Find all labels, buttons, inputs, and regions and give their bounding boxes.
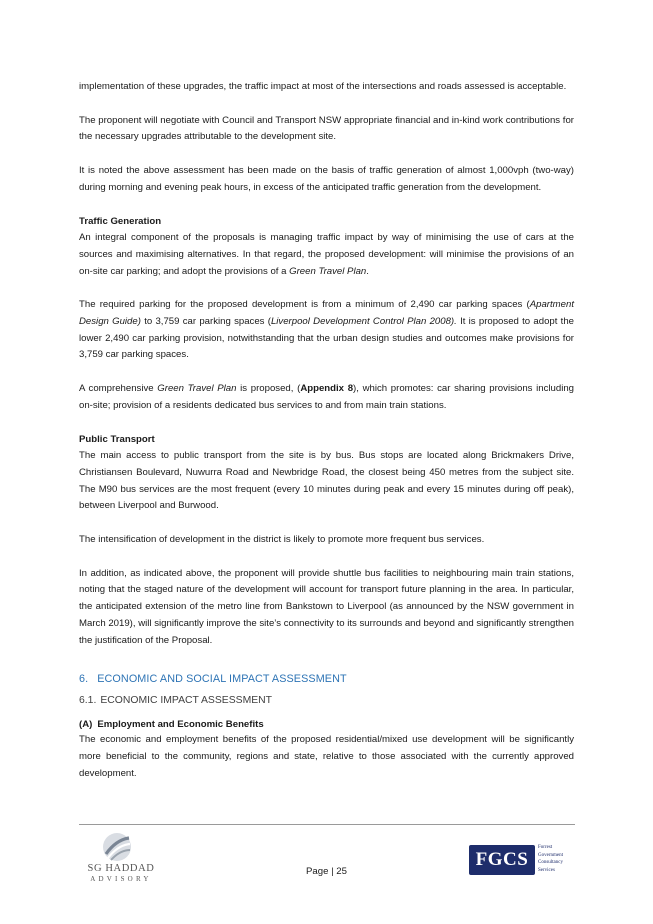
fgcs-badge: FGCS [469, 845, 535, 875]
subsubsection-heading [79, 718, 574, 732]
subsection-title: ECONOMIC IMPACT ASSESSMENT [100, 695, 273, 707]
text-run: An integral component of the proposals is managing traffic impact by way of minimising the use of cars at the sources and maximising alternatives. In that regard, the proposed development: will minimise the provisions of an on-site car parking; and adopt the provisions of a [79, 232, 574, 277]
section-number: 6. [79, 673, 89, 686]
text-run-italic: Green Travel Plan [289, 265, 367, 277]
paragraph [79, 297, 574, 364]
subsubsection-title: Employment and Economic Benefits [97, 719, 264, 731]
paragraph [79, 230, 574, 280]
text-run: The required parking for the proposed development is from a minimum of 2,490 car parking spaces ( [79, 299, 530, 311]
section-title: ECONOMIC AND SOCIAL IMPACT ASSESSMENT [97, 673, 347, 686]
sg-haddad-logo [80, 830, 162, 886]
fgcs-lines [538, 844, 578, 874]
section-subheading: Public Transport [79, 433, 155, 445]
paragraph: The main access to public transport from the site is by bus. Bus stops are located along Brickmakers Drive, Christiansen Boulevard, Nuwurra Road and Newbridge Road, the closest being 450 metres from the subject site. The M90 bus services are the most frequent (every 10 minutes during peak and every 15 minutes during off peak), between Liverpool and Burwood. [79, 450, 574, 512]
fgcs-line: Consultancy [538, 860, 563, 865]
subsection-heading [79, 695, 574, 706]
logo-subtitle: ADVISORY [90, 875, 152, 883]
text-run: to 3,759 car parking spaces ( [140, 316, 271, 328]
logo-name: SG HADDAD [87, 863, 155, 874]
text-run: . [366, 265, 369, 277]
document-body [79, 79, 574, 799]
page-number: Page | 25 [306, 866, 347, 877]
paragraph: The proponent will negotiate with Council and Transport NSW appropriate financial and in-kind work contributions for the necessary upgrades attributable to the development site. [79, 114, 574, 143]
text-run: A comprehensive [79, 383, 158, 395]
paragraph: In addition, as indicated above, the proponent will provide shuttle bus facilities to neighbouring main train stations, noting that the staged nature of the development will account for transport future planning in the area. In particular, the anticipated extension of the metro line from Bankstown to Liverpool (as announced by the NSW government in March 2019), will significantly improve the site’s connectivity to its surrounds and beyond and significantly strengthen the justification of the Proposal. [79, 567, 574, 646]
sg-haddad-logo-mark-icon [102, 832, 132, 862]
section-subheading: Traffic Generation [79, 215, 162, 227]
paragraph: implementation of these upgrades, the traffic impact at most of the intersections and roads assessed is acceptable. [79, 81, 567, 92]
paragraph: The economic and employment benefits of the proposed residential/mixed use development will be significantly more beneficial to the community, regions and state, relative to those associated with the currently approved development. [79, 734, 574, 779]
subsubsection-number: (A) [79, 719, 93, 731]
text-run-bold: Appendix 8 [300, 383, 354, 395]
paragraph: The intensification of development in the district is likely to promote more frequent bus services. [79, 534, 485, 546]
fgcs-line: Forrest [538, 845, 553, 850]
text-run: is proposed, ( [236, 383, 301, 395]
section-heading [79, 673, 574, 685]
fgcs-line: Government [538, 852, 563, 858]
paragraph [79, 381, 574, 414]
text-run-italic: Apartment Design Guide) [79, 299, 574, 328]
footer-divider [79, 824, 575, 825]
text-run: It is proposed to adopt the lower 2,490 car parking provision, notwithstanding that the urban design studies and outcomes make provisions for 3,759 car parking spaces. [79, 316, 575, 361]
text-run-italic: Green Travel Plan [157, 383, 237, 395]
text-run-italic: Liverpool Development Control Plan 2008). [270, 316, 457, 328]
text-run: ), which promotes: car sharing provisions including on-site; provision of a residents dedicated bus services to and from main train stations. [79, 383, 575, 411]
fgcs-line: Services [538, 867, 555, 873]
paragraph: It is noted the above assessment has been made on the basis of traffic generation of almost 1,000vph (two-way) during morning and evening peak hours, in excess of the anticipated traffic generation from the development. [79, 165, 574, 193]
subsection-number: 6.1. [79, 695, 97, 707]
fgcs-logo [469, 843, 575, 877]
